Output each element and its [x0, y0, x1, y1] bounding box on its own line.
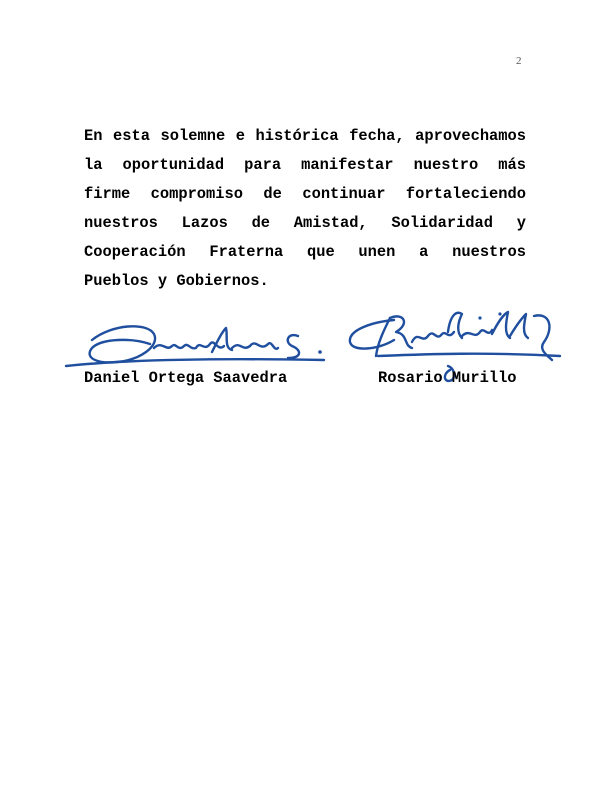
body-paragraph: En esta solemne e histórica fecha, aprovechamos la oportunidad para manifestar nuestro más firme compromiso de continuar fortaleciendo nuestros Lazos de Amistad, Solidaridad y Cooperación Fraterna que unen a nuestros Pueblos y Gobiernos.: [84, 127, 526, 290]
signer-name-rosario-murillo: Rosario Murillo: [378, 369, 517, 387]
signature-daniel-ortega: [62, 318, 330, 374]
signer-name-daniel-ortega: Daniel Ortega Saavedra: [84, 369, 288, 387]
page-number: 2: [516, 55, 522, 67]
